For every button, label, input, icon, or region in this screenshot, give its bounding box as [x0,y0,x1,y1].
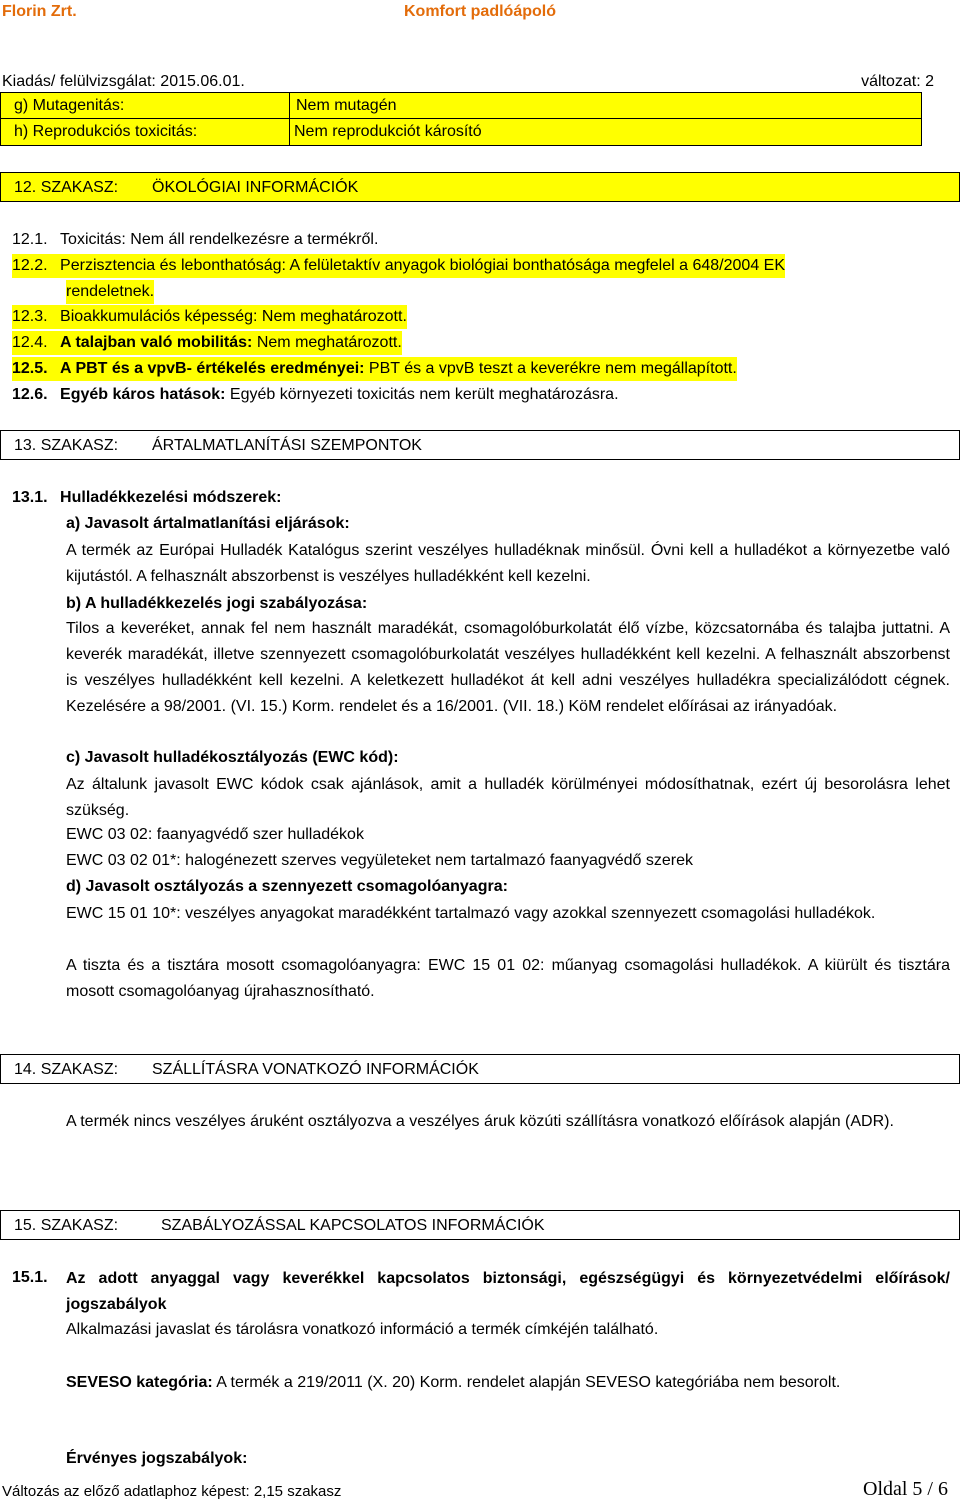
section-15-header [0,1210,960,1240]
page-number: Oldal 5 / 6 [863,1478,948,1500]
item-label: Egyéb káros hatások: [60,386,226,403]
product-name: Komfort padlóápoló [404,3,556,20]
reproductive-tox-value: Nem reprodukciót károsító [294,123,482,140]
item-text: Nem meghatározott. [252,334,402,351]
mutagenicity-value: Nem mutagén [296,97,397,114]
section-12-number: 12. SZAKASZ: [14,179,119,196]
item-12-2-cont: rendeletnek. [66,280,154,304]
item-label: A PBT és a vpvB- értékelés eredményei: [60,360,365,377]
item-number: 12.6. [12,386,48,403]
seveso-category [66,1370,950,1396]
item-label: A talajban való mobilitás: [60,334,253,351]
company-name: Florin Zrt. [2,3,77,20]
issue-date: Kiadás/ felülvizsgálat: 2015.06.01. [2,73,245,90]
item-text: PBT és a vpvB teszt a keverékre nem megállapított. [364,360,737,377]
tox-table [0,92,922,146]
item-15-1-title: Az adott anyaggal vagy keverékkel kapcsolatos biztonsági, egészségügyi és környezetvédelmi előírások/ jogszabályok [66,1270,950,1313]
item-number: 12.4. [12,334,48,351]
item-15-1-number: 15.1. [12,1269,48,1286]
version: változat: 2 [861,73,934,90]
item-12-2 [12,254,785,278]
subsection-d-title: d) Javasolt osztályozás a szennyezett csomagolóanyagra: [66,878,508,895]
item-12-4 [12,331,402,355]
item-text: Nem meghatározott. [257,308,407,325]
section-14-title: SZÁLLÍTÁSRA VONATKOZÓ INFORMÁCIÓK [152,1061,479,1078]
item-15-1-text: Alkalmazási javaslat és tárolásra vonatkozó információ a termék címkéjén található. [66,1321,659,1338]
section-12-header [0,172,960,202]
item-text: A felületaktív anyagok biológiai bonthatósága megfelel a 648/2004 EK [285,257,785,274]
section-15-title: SZABÁLYOZÁSSAL KAPCSOLATOS INFORMÁCIÓK [161,1217,545,1234]
subsection-b-title: b) A hulladékkezelés jogi szabályozása: [66,595,368,612]
ewc-code-1: EWC 03 02: faanyagvédő szer hulladékok [66,826,364,843]
seveso-label: SEVESO kategória: [66,1374,213,1391]
item-label: Perzisztencia és lebonthatóság: [60,257,286,274]
subsection-c-text: Az általunk javasolt EWC kódok csak ajánlások, amit a hulladék körülményei módosíthatnak, ezért új besorolásra lehet szükség. [66,776,950,819]
item-text: Egyéb környezeti toxicitás nem került meghatározásra. [225,386,619,403]
section-13-number: 13. SZAKASZ: [14,437,119,454]
item-12-5 [12,357,737,381]
section-13-title: ÁRTALMATLANÍTÁSI SZEMPONTOK [152,437,422,454]
item-text: Nem áll rendelkezésre a termékről. [125,231,379,248]
item-number: 12.2. [12,257,48,274]
valid-legislation-label: Érvényes jogszabályok: [66,1450,248,1467]
item-12-6 [12,383,619,407]
item-12-1 [12,228,378,252]
subsection-a-title: a) Javasolt ártalmatlanítási eljárások: [66,515,350,532]
item-12-3 [12,305,407,329]
item-label: Bioakkumulációs képesség: [60,308,258,325]
item-number: 12.5. [12,360,48,377]
item-label: Hulladékkezelési módszerek: [60,489,282,506]
subsection-b-text: Tilos a keveréket, annak fel nem használt maradékát, csomagolóburkolatát élő vízbe, közcsatornába és talajba juttatni. A keverék maradékát, illetve szennyezett csomagolóburkolatát veszélyes hulladékként kell kezelni. A felhasznált abszorbenst is veszélyes hulladékként kell kezelni. A keletkezett hulladékot át kell adni veszélyes hulladékra specializálódott cégnek. Kezelésére a 98/2001. (VI. 15.) Korm. rendelet és a 16/2001. (VII. 18.) KöM rendelet előírásai az irányadóak. [66,620,950,715]
section-14-text: A termék nincs veszélyes áruként osztályozva a veszélyes áruk közúti szállításra vonatkozó előírások alapján (ADR). [66,1113,894,1130]
seveso-text: A termék a 219/2011 (X. 20) Korm. rendelet alapján SEVESO kategóriába nem besorolt. [212,1374,841,1391]
section-15-number: 15. SZAKASZ: [14,1217,119,1234]
ewc-code-2: EWC 03 02 01*: halogénezett szerves vegyületeket nem tartalmazó faanyagvédő szerek [66,852,694,869]
section-14-number: 14. SZAKASZ: [14,1061,119,1078]
mutagenicity-label: g) Mutagenitás: [14,97,125,114]
subsection-d-text-1: EWC 15 01 10*: veszélyes anyagokat maradékként tartalmazó vagy azokkal szennyezett csomagolási hulladékok. [66,905,876,922]
item-number: 12.3. [12,308,48,325]
subsection-c-title: c) Javasolt hulladékosztályozás (EWC kód): [66,749,399,766]
change-note: Változás az előző adatlaphoz képest: 2,15 szakasz [2,1483,342,1500]
item-number: 13.1. [12,489,48,506]
reproductive-tox-label: h) Reprodukciós toxicitás: [14,123,198,140]
section-12-title: ÖKOLÓGIAI INFORMÁCIÓK [152,179,359,196]
subsection-d-text-2: A tiszta és a tisztára mosott csomagolóanyagra: EWC 15 01 02: műanyag csomagolási hulladékok. A kiürült és tisztára mosott csomagolóanyag újrahasznosítható. [66,957,950,1000]
item-13-1 [12,486,281,510]
item-number: 12.1. [12,231,48,248]
item-label: Toxicitás: [60,231,126,248]
subsection-a-text: A termék az Európai Hulladék Katalógus szerint veszélyes hulladéknak minősül. Óvni kell a hulladékot a környezetbe való kijutástól. A felhasznált abszorbenst is veszélyes hulladékként kell kezelni. [66,542,950,585]
section-13-header [0,430,960,460]
section-14-header [0,1054,960,1084]
